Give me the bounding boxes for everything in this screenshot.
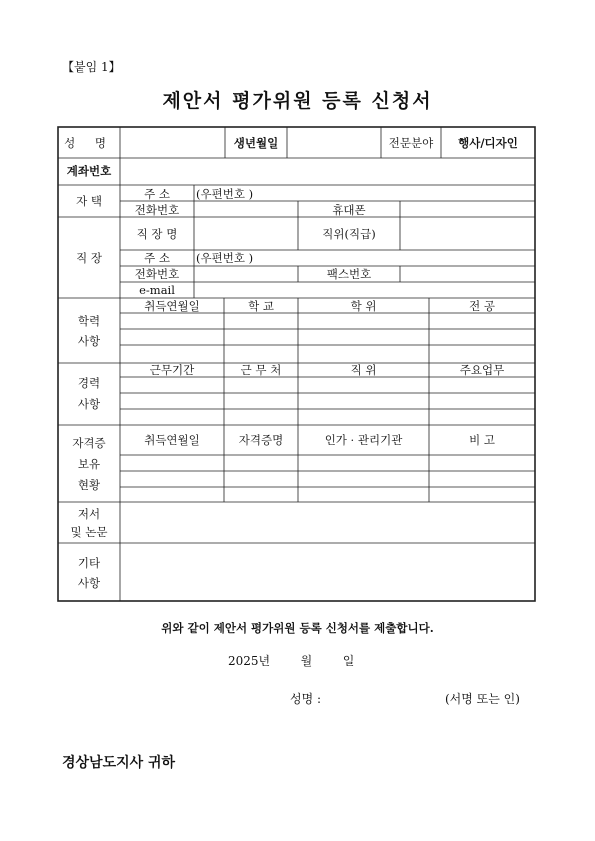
- edu-header-school: 학 교: [248, 299, 274, 313]
- signature-name-label: 성명 :: [290, 692, 322, 706]
- career-header-workplace: 근 무 처: [240, 363, 282, 377]
- account-label: 계좌번호: [66, 164, 112, 178]
- etc-label: 기타: [77, 556, 101, 570]
- etc-label-2: 사항: [77, 576, 101, 590]
- cert-label-3: 현황: [77, 478, 101, 492]
- cert-label: 자격증: [72, 436, 106, 450]
- edu-header-date: 취득연월일: [144, 299, 200, 313]
- career-header-position: 직 위: [350, 363, 377, 377]
- home-phone-label: 전화번호: [134, 203, 180, 217]
- career-header-duties: 주요업무: [459, 363, 505, 377]
- papers-label-2: 및 논문: [70, 525, 108, 539]
- cert-label-2: 보유: [77, 457, 101, 471]
- submission-statement: 위와 같이 제안서 평가위원 등록 신청서를 제출합니다.: [161, 621, 434, 635]
- cert-header-name: 자격증명: [238, 433, 284, 447]
- career-label-2: 사항: [77, 397, 101, 411]
- papers-label: 저서: [77, 507, 101, 521]
- edu-header-degree: 학 위: [350, 299, 377, 313]
- work-address-label: 주 소: [144, 251, 170, 265]
- fax-label: 팩스번호: [326, 267, 372, 281]
- education-label: 학력: [77, 314, 101, 328]
- attachment-label: 【붙임 1】: [62, 60, 121, 74]
- workplace-label: 직 장 명: [136, 227, 178, 241]
- email-label: e-mail: [139, 283, 175, 297]
- signature-note: (서명 또는 인): [445, 692, 520, 706]
- home-label: 자 택: [76, 194, 102, 208]
- education-label-2: 사항: [77, 334, 101, 348]
- name-label: 성 명: [64, 136, 114, 150]
- edu-header-major: 전 공: [469, 299, 495, 313]
- career-header-period: 근무기간: [149, 363, 195, 377]
- career-label: 경력: [77, 376, 101, 390]
- position-label: 직위(직급): [322, 227, 376, 241]
- mobile-label: 휴대폰: [332, 203, 366, 217]
- form-title: 제안서 평가위원 등록 신청서: [162, 90, 433, 112]
- work-phone-label: 전화번호: [134, 267, 180, 281]
- work-postal-label: (우편번호 ): [196, 251, 254, 265]
- expertise-value: 행사/디자인: [458, 136, 518, 150]
- recipient: 경상남도지사 귀하: [62, 755, 176, 771]
- home-address-label: 주 소: [144, 187, 170, 201]
- work-label: 직 장: [76, 251, 102, 265]
- cert-header-note: 비 고: [469, 433, 495, 447]
- cert-header-agency: 인가 · 관리기관: [324, 433, 403, 447]
- birthdate-label: 생년월일: [233, 136, 279, 150]
- date-line: 2025년 월 일: [228, 654, 355, 668]
- expertise-label: 전문분야: [388, 136, 434, 150]
- cert-header-date: 취득연월일: [144, 433, 200, 447]
- home-postal-label: (우편번호 ): [196, 187, 254, 201]
